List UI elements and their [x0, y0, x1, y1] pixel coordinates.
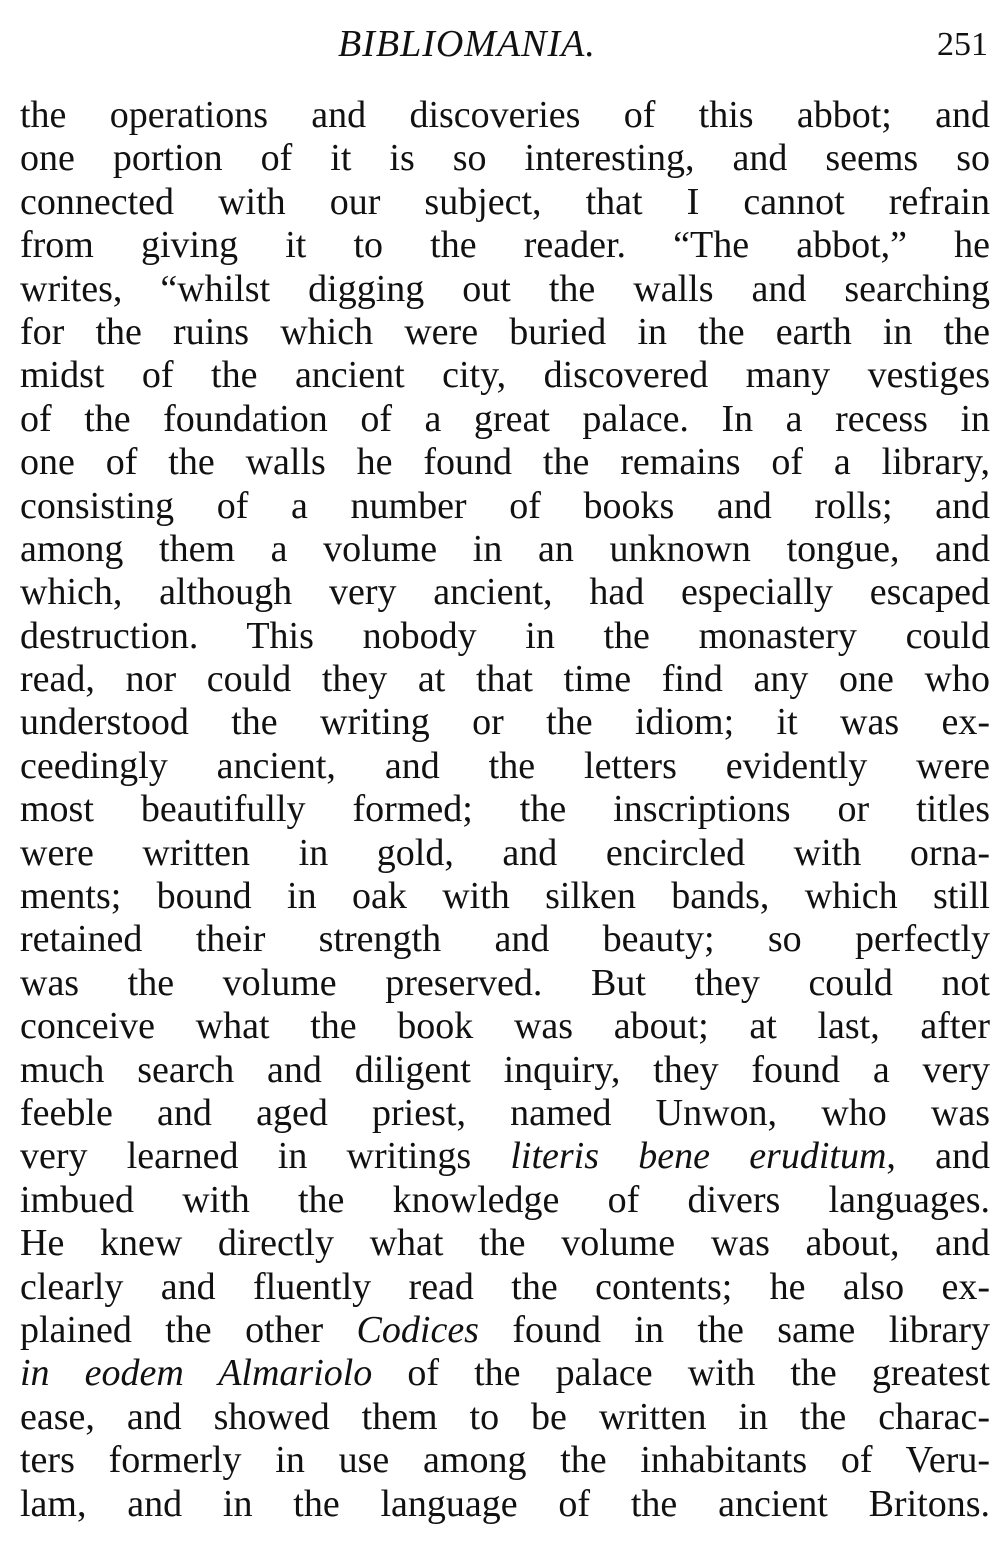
text-line: the operations and discoveries of this abbot; and — [20, 94, 990, 136]
text-line: ters formerly in use among the inhabitants of Veru- — [20, 1439, 990, 1482]
text-line: ceedingly ancient, and the letters evidently were — [20, 744, 990, 787]
page-header — [0, 22, 1000, 72]
latin-phrase: in eodem Almariolo — [20, 1352, 373, 1395]
text-line: one of the walls he found the remains of a library, — [20, 441, 990, 484]
text-line-mixed — [20, 1309, 990, 1352]
text-segment: very learned in writings — [20, 1135, 511, 1178]
text-line: feeble and aged priest, named Unwon, who was — [20, 1091, 990, 1134]
latin-phrase: literis bene eruditum — [510, 1135, 887, 1178]
text-line: understood the writing or the idiom; it was ex- — [20, 701, 990, 744]
text-line: ments; bound in oak with silken bands, which still — [20, 875, 990, 918]
text-line: of the foundation of a great palace. In a recess in — [20, 397, 990, 440]
text-segment: , and — [886, 1135, 990, 1178]
text-line: one portion of it is so interesting, and seems so — [20, 137, 990, 180]
text-line: which, although very ancient, had especially escaped — [20, 571, 990, 614]
page-number: 251 — [937, 26, 988, 63]
text-line: connected with our subject, that I cannot refrain — [20, 180, 990, 223]
text-line: was the volume preserved. But they could not — [20, 961, 990, 1004]
text-line-mixed — [20, 1135, 990, 1178]
latin-word: Codices — [356, 1308, 479, 1351]
text-line: lam, and in the language of the ancient Britons. — [20, 1482, 990, 1525]
text-line: among them a volume in an unknown tongue, and — [20, 527, 990, 570]
text-line: writes, “whilst digging out the walls and searching — [20, 267, 990, 310]
text-line: consisting of a number of books and rolls; and — [20, 484, 990, 527]
text-line: ease, and showed them to be written in the charac- — [20, 1395, 990, 1438]
text-line: destruction. This nobody in the monastery could — [20, 614, 990, 657]
text-line: He knew directly what the volume was about, and — [20, 1222, 990, 1265]
text-line: most beautifully formed; the inscriptions or titles — [20, 788, 990, 831]
text-line: conceive what the book was about; at last, after — [20, 1005, 990, 1048]
text-line: much search and diligent inquiry, they found a very — [20, 1048, 990, 1091]
text-line: read, nor could they at that time find any one who — [20, 658, 990, 701]
text-line: clearly and fluently read the contents; he also ex- — [20, 1265, 990, 1308]
text-line: for the ruins which were buried in the earth in the — [20, 310, 990, 353]
text-line: imbued with the knowledge of divers languages. — [20, 1178, 990, 1221]
text-line: were written in gold, and encircled with orna- — [20, 831, 990, 874]
text-segment: plained the other — [20, 1308, 357, 1351]
text-line-mixed — [20, 1352, 990, 1395]
text-segment: found in the same library — [478, 1308, 990, 1351]
running-title: BIBLIOMANIA. — [338, 23, 596, 65]
text-segment: of the palace with the greatest — [372, 1352, 990, 1395]
text-line: midst of the ancient city, discovered many vestiges — [20, 354, 990, 397]
body-text — [20, 94, 990, 1526]
text-line: retained their strength and beauty; so perfectly — [20, 918, 990, 961]
text-line: from giving it to the reader. “The abbot,” he — [20, 224, 990, 267]
